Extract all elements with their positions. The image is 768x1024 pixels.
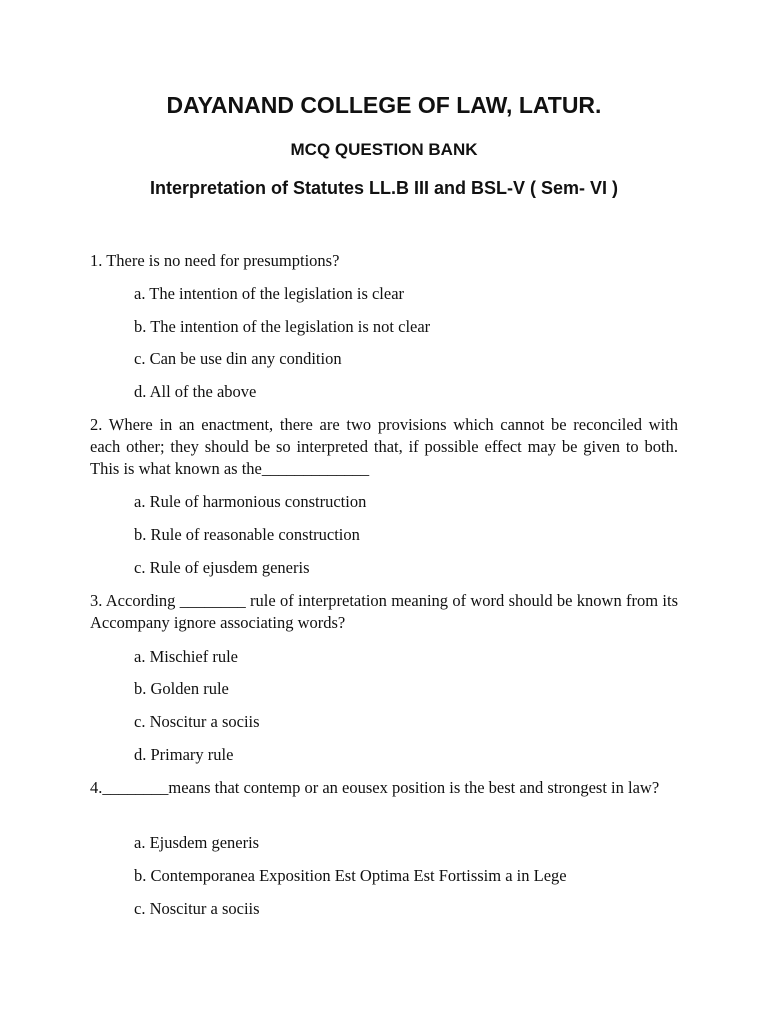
question-3-option-c: c. Noscitur a sociis (134, 712, 260, 731)
subject-title: Interpretation of Statutes LL.B III and BSL-V ( Sem- VI ) (149, 178, 619, 198)
question-1: 1. There is no need for presumptions? (90, 251, 340, 270)
question-2-option-c: c. Rule of ejusdem generis (134, 558, 310, 577)
question-2-option-b: b. Rule of reasonable construction (134, 525, 360, 544)
question-1-option-a: a. The intention of the legislation is clear (134, 284, 405, 303)
question-2-option-a: a. Rule of harmonious construction (134, 492, 367, 511)
college-title: DAYANAND COLLEGE OF LAW, LATUR. (166, 92, 602, 118)
question-3-option-a: a. Mischief rule (134, 647, 239, 666)
question-3-option-b: b. Golden rule (134, 679, 229, 698)
question-4-option-c: c. Noscitur a sociis (134, 899, 260, 918)
question-bank-title: MCQ QUESTION BANK (290, 140, 478, 159)
question-1-option-b: b. The intention of the legislation is not clear (134, 317, 431, 336)
question-4-option-b: b. Contemporanea Exposition Est Optima Est Fortissim a in Lege (134, 866, 567, 885)
question-4-option-a: a. Ejusdem generis (134, 833, 260, 852)
question-1-option-d: d. All of the above (134, 382, 257, 401)
question-2: 2. Where in an enactment, there are two provisions which cannot be reconciled with each other; they should be so interpreted that, if possible effect may be given to both. This is what known as the_____________ (90, 415, 678, 478)
question-1-option-c: c. Can be use din any condition (134, 349, 342, 368)
question-4: 4.________means that contemp or an eousex position is the best and strongest in law? (90, 778, 660, 797)
question-3: 3. According ________ rule of interpretation meaning of word should be known from its Accompany ignore associating words? (90, 591, 678, 632)
question-3-option-d: d. Primary rule (134, 745, 234, 764)
